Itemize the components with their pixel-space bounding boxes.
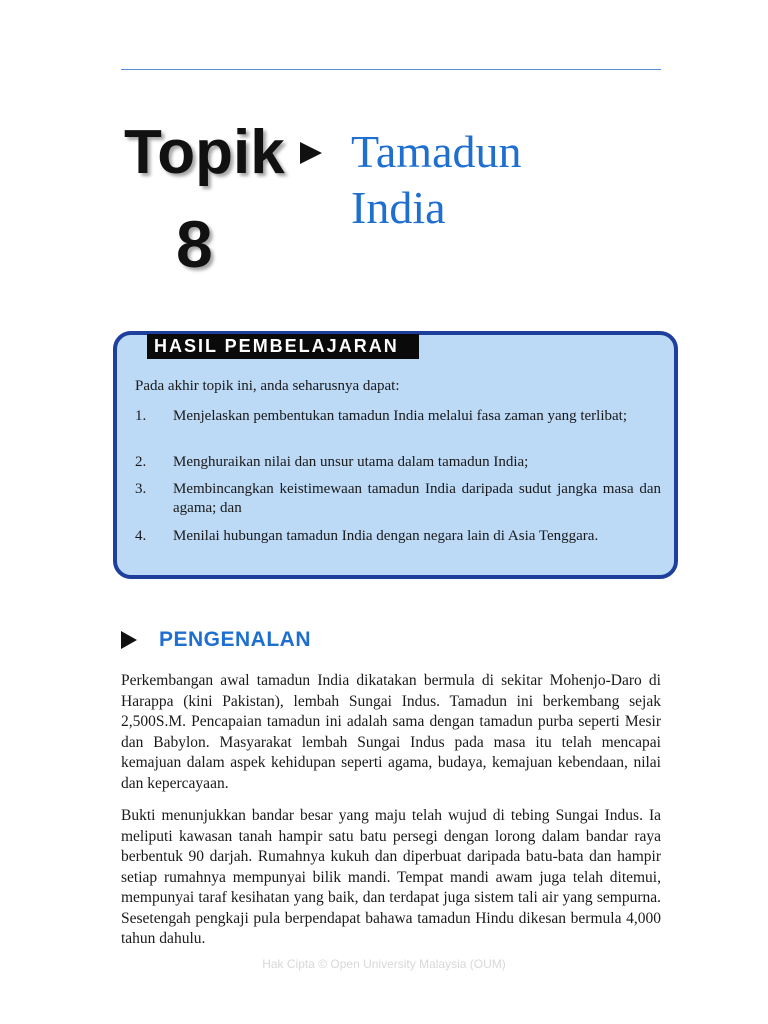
learning-outcomes-intro: Pada akhir topik ini, anda seharusnya dapat: (135, 378, 400, 394)
play-arrow-icon (300, 142, 322, 164)
learning-outcomes-heading: HASIL PEMBELAJARAN (147, 334, 419, 359)
outcome-number: 4. (135, 528, 147, 544)
chapter-title (351, 124, 651, 236)
section-arrow-icon (121, 631, 137, 649)
copyright-footer: Hak Cipta © Open University Malaysia (OUM) (262, 957, 506, 971)
body-paragraph: Bukti menunjukkan bandar besar yang maju telah wujud di tebing Sungai Indus. Ia meliputi kawasan tanah hampir satu batu persegi dengan lorong dalam bandar raya berbentuk 90 darjah. Rumahnya kukuh dan diperbuat daripada batu-bata dan hampir setiap rumahnya mempunyai bilik mandi. Tempat mandi awam juga telah ditemui, mempunyai taraf kesihatan yang baik, dan terdapat juga sistem tali air yang sempurna. Sesetengah pengkaji pula berpendapat bahawa tamadun Hindu dikesan bermula 4,000 tahun dahulu. (121, 807, 661, 947)
chapter-title-line1: Tamadun (351, 126, 522, 177)
topik-label: Topik (124, 118, 285, 187)
top-rule (121, 69, 661, 70)
outcome-number: 1. (135, 408, 147, 424)
outcome-number: 3. (135, 481, 147, 497)
chapter-title-line2: India (351, 182, 446, 233)
outcome-item (135, 480, 661, 518)
section-heading: PENGENALAN (159, 628, 312, 651)
body-paragraph: Perkembangan awal tamadun India dikatakan bermula di sekitar Mohenjo-Daro di Harappa (kini Pakistan), lembah Sungai Indus. Tamadun ini berkembang sejak 2,500S.M. Pencapaian tamadun ini adalah sama dengan tamadun purba seperti Mesir dan Babylon. Masyarakat lembah Sungai Indus pada masa itu telah mencapai kemajuan dalam aspek kehidupan seperti agama, budaya, kemajuan kebendaan, nilai dan kepercayaan. (121, 672, 661, 792)
outcome-item (135, 527, 661, 546)
topik-number: 8 (176, 207, 213, 281)
outcome-text: Menilai hubungan tamadun India dengan negara lain di Asia Tenggara. (173, 528, 599, 544)
outcome-text: Menjelaskan pembentukan tamadun India melalui fasa zaman yang terlibat; (173, 408, 627, 424)
outcome-text: Membincangkan keistimewaan tamadun India daripada sudut jangka masa dan agama; dan (173, 481, 661, 516)
outcome-text: Menghuraikan nilai dan unsur utama dalam tamadun India; (173, 454, 529, 470)
outcome-number: 2. (135, 454, 147, 470)
outcome-item (135, 407, 661, 426)
outcome-item (135, 453, 661, 472)
